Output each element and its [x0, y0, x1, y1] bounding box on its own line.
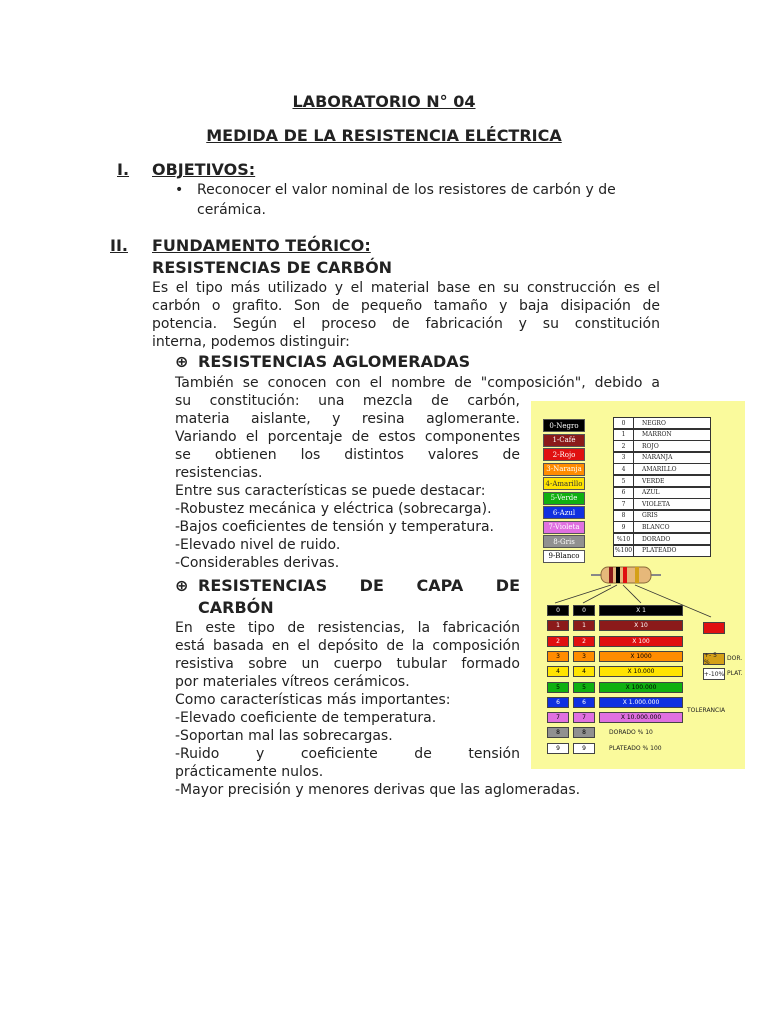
aglomeradas-heading: RESISTENCIAS AGLOMERADAS [198, 352, 471, 371]
band-digit-2: 2 [573, 636, 595, 647]
objective-line-1: Reconocer el valor nominal de los resistores de carbón y de [197, 182, 616, 198]
code-table-value: AMARILLO [633, 463, 711, 475]
bullet-icon: • [175, 182, 184, 198]
band-digit-2: 8 [573, 727, 595, 738]
code-table-value: PLATEADO [633, 545, 711, 557]
section-1-title: OBJETIVOS: [152, 160, 256, 179]
capa-line: prácticamente nulos. [175, 764, 324, 780]
band-multiplier: X 100.000 [599, 682, 683, 693]
aglomeradas-line: También se conocen con el nombre de "composición", debido a [175, 375, 660, 391]
aglomeradas-line: -Bajos coeficientes de tensión y temperatura. [175, 519, 495, 535]
code-table-value: VERDE [633, 475, 711, 487]
aglomeradas-line: Entre sus características se puede destacar: [175, 483, 486, 499]
code-table-key: 0 [613, 417, 634, 429]
code-table-value: DORADO [633, 533, 711, 545]
color-code-figure [531, 401, 745, 769]
capa-heading-line-1: RESISTENCIAS DE CAPA DE [198, 576, 520, 595]
code-table-value: MARRON [633, 429, 711, 441]
aglomeradas-line: resistencias. [175, 465, 263, 481]
color-swatch: 0-Negro [543, 419, 585, 432]
code-table-key: 8 [613, 510, 634, 522]
tolerance-red-band [703, 622, 725, 634]
code-table-key: 9 [613, 521, 634, 533]
code-table-value: ROJO [633, 440, 711, 452]
code-table-value: NARANJA [633, 452, 711, 464]
tolerance-label: TOLERANCIA [687, 707, 726, 714]
band-multiplier: X 1 [599, 605, 683, 616]
section-1-number: I. [117, 160, 130, 179]
objective-line-2: cerámica. [197, 202, 266, 218]
capa-line: Como características más importantes: [175, 692, 451, 708]
color-swatch: 8-Gris [543, 535, 585, 548]
capa-heading-line-2: CARBÓN [198, 598, 274, 617]
band-digit-2: 7 [573, 712, 595, 723]
aglomeradas-line: materia aislante, y resina aglomerante. [175, 411, 520, 427]
tolerance-gold-band: +- 5 % [703, 653, 725, 665]
color-swatch: 3-Naranja [543, 463, 585, 476]
color-swatch: 1-Café [543, 434, 585, 447]
band-digit-1: 9 [547, 743, 569, 754]
lab-title: LABORATORIO N° 04 [292, 92, 476, 111]
band-digit-2: 9 [573, 743, 595, 754]
aglomeradas-line: -Elevado nivel de ruido. [175, 537, 341, 553]
aglomeradas-line: -Considerables derivas. [175, 555, 340, 571]
code-table-key: 2 [613, 440, 634, 452]
aglomeradas-line: se obtienen los distintos valores de [175, 447, 520, 463]
aglomeradas-line: su constitución: una mezcla de carbón, [175, 393, 520, 409]
carbon-resistors-heading: RESISTENCIAS DE CARBÓN [152, 258, 393, 277]
band-digit-1: 4 [547, 666, 569, 677]
band-digit-1: 2 [547, 636, 569, 647]
section-2-title: FUNDAMENTO TEÓRICO: [152, 236, 371, 255]
band-digit-2: 0 [573, 605, 595, 616]
code-table-key: 7 [613, 498, 634, 510]
tolerance-silver-band: +-10% [703, 668, 725, 680]
code-table-value: GRIS [633, 510, 711, 522]
color-swatch: 4-Amarillo [543, 477, 585, 490]
code-table-key: 5 [613, 475, 634, 487]
page-title: MEDIDA DE LA RESISTENCIA ELÉCTRICA [206, 126, 562, 145]
band-digit-2: 1 [573, 620, 595, 631]
band-multiplier: X 10.000.000 [599, 712, 683, 723]
band-digit-2: 3 [573, 651, 595, 662]
band-multiplier: X 100 [599, 636, 683, 647]
band-digit-1: 1 [547, 620, 569, 631]
capa-line: está basada en el depósito de la composición [175, 638, 520, 654]
code-table-value: BLANCO [633, 521, 711, 533]
capa-line: por materiales vítreos cerámicos. [175, 674, 410, 690]
band-digit-2: 5 [573, 682, 595, 693]
capa-symbol-icon: ⊕ [175, 576, 189, 595]
code-table-key: %10 [613, 533, 634, 545]
band-multiplier-label: DORADO % 10 [609, 729, 653, 737]
capa-line: En este tipo de resistencias, la fabricación [175, 620, 520, 636]
color-swatch: 9-Blanco [543, 550, 585, 563]
band-digit-1: 5 [547, 682, 569, 693]
aglomeradas-line: -Robustez mecánica y eléctrica (sobrecarga). [175, 501, 492, 517]
code-table-key: 1 [613, 429, 634, 441]
band-digit-1: 0 [547, 605, 569, 616]
capa-line: -Elevado coeficiente de temperatura. [175, 710, 437, 726]
aglomeradas-symbol-icon: ⊕ [175, 352, 189, 371]
band-digit-1: 3 [547, 651, 569, 662]
band-multiplier: X 1.000.000 [599, 697, 683, 708]
band-digit-1: 6 [547, 697, 569, 708]
code-table-value: VIOLETA [633, 498, 711, 510]
band-digit-1: 8 [547, 727, 569, 738]
color-swatch: 6-Azul [543, 506, 585, 519]
code-table-value: NEGRO [633, 417, 711, 429]
intro-line-2: carbón o grafito. Son de pequeño tamaño y baja disipación de [152, 298, 660, 314]
band-multiplier: X 10 [599, 620, 683, 631]
tolerance-gold-label: DOR. [727, 655, 743, 662]
intro-line-4: interna, podemos distinguir: [152, 334, 350, 350]
code-table-key: %100 [613, 545, 634, 557]
color-swatch: 5-Verde [543, 492, 585, 505]
intro-line-3: potencia. Según el proceso de fabricación y su constitución [152, 316, 660, 332]
capa-line: -Ruido y coeficiente de tensión [175, 746, 520, 762]
capa-line: -Soportan mal las sobrecargas. [175, 728, 393, 744]
band-digit-1: 7 [547, 712, 569, 723]
capa-line: -Mayor precisión y menores derivas que las aglomeradas. [175, 782, 581, 798]
band-multiplier-label: PLATEADO % 100 [609, 744, 662, 752]
code-table-key: 6 [613, 487, 634, 499]
code-table-key: 3 [613, 452, 634, 464]
aglomeradas-line: Variando el porcentaje de estos componentes [175, 429, 520, 445]
color-swatch: 2-Rojo [543, 448, 585, 461]
tolerance-silver-label: PLAT. [727, 670, 743, 677]
intro-line-1: Es el tipo más utilizado y el material base en su construcción es el [152, 280, 660, 296]
band-digit-2: 4 [573, 666, 595, 677]
color-swatch: 7-Violeta [543, 521, 585, 534]
band-digit-2: 6 [573, 697, 595, 708]
band-multiplier: X 10.000 [599, 666, 683, 677]
capa-line: resistiva sobre un cuerpo tubular formado [175, 656, 520, 672]
band-multiplier: X 1000 [599, 651, 683, 662]
section-2-number: II. [110, 236, 128, 255]
code-table-key: 4 [613, 463, 634, 475]
code-table-value: AZUL [633, 487, 711, 499]
